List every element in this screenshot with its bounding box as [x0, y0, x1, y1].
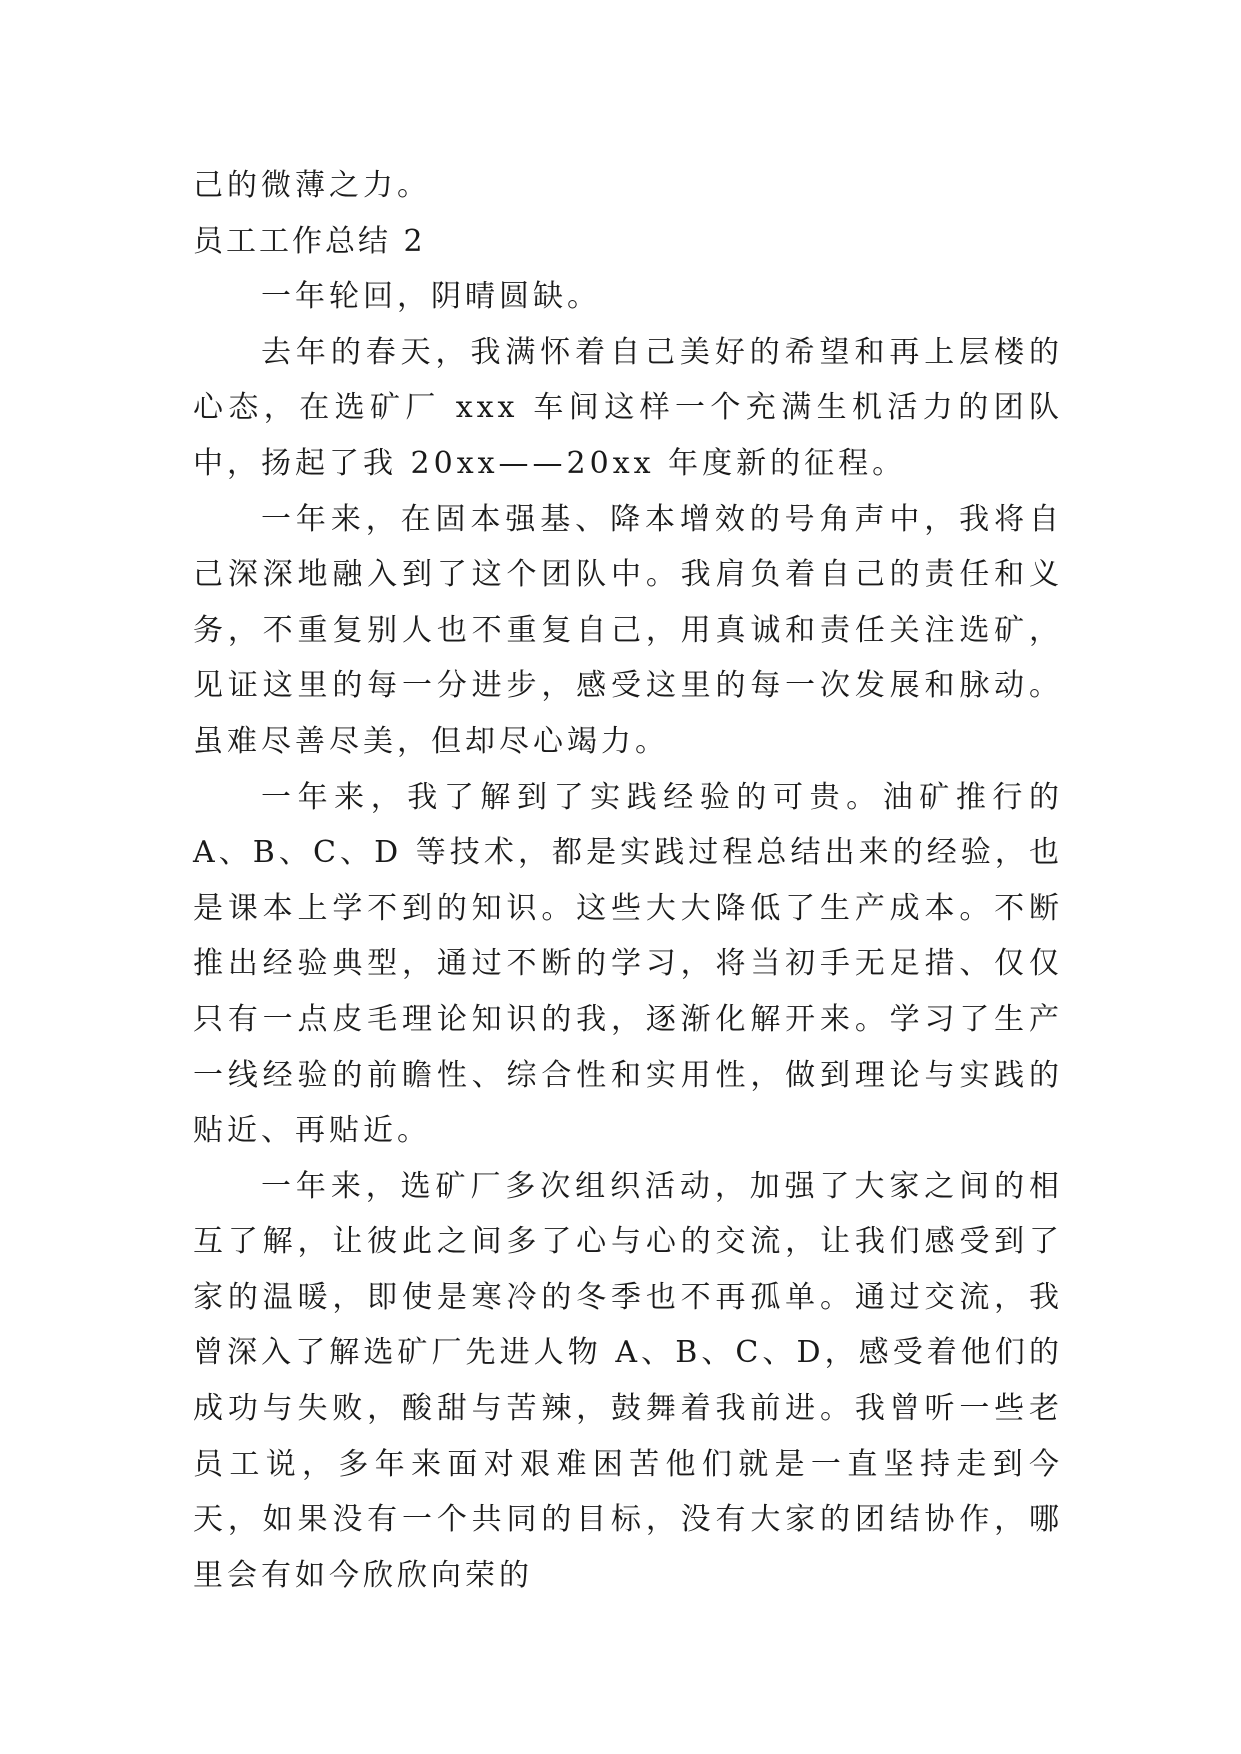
continuation-line: 己的微薄之力。	[193, 168, 431, 203]
section-heading: 员工工作总结 2	[193, 223, 426, 259]
paragraph-1: 一年轮回，阴晴圆缺。	[261, 279, 601, 315]
paragraph-4: 一年来，我了解到了实践经验的可贵。油矿推行的 A、B、C、D 等技术，都是实践过程总结出来的经验，也是课本上学不到的知识。这些大大降低了生产成本。不断推出经验典型，通过不断的学习，将当初手无足措、仅仅只有一点皮毛理论知识的我，逐渐化解开来。学习了生产一线经验的前瞻性、综合性和实用性，做到理论与实践的贴近、再贴近。	[193, 779, 1063, 1149]
paragraph-2: 去年的春天，我满怀着自己美好的希望和再上层楼的心态，在选矿厂 xxx 车间这样一个充满生机活力的团队中，扬起了我 20xx——20xx 年度新的征程。	[193, 334, 1063, 481]
document-body	[193, 158, 1063, 1603]
paragraph-3: 一年来，在固本强基、降本增效的号角声中，我将自己深深地融入到了这个团队中。我肩负着自己的责任和义务，不重复别人也不重复自己，用真诚和责任关注选矿，见证这里的每一分进步，感受这里的每一次发展和脉动。虽难尽善尽美，但却尽心竭力。	[193, 501, 1063, 759]
paragraph-5: 一年来，选矿厂多次组织活动，加强了大家之间的相互了解，让彼此之间多了心与心的交流，让我们感受到了家的温暖，即使是寒冷的冬季也不再孤单。通过交流，我曾深入了解选矿厂先进人物 A、B、C、D，感受着他们的成功与失败，酸甜与苦辣，鼓舞着我前进。我曾听一些老员工说，多年来面对艰难困苦他们就是一直坚持走到今天，如果没有一个共同的目标，没有大家的团结协作，哪里会有如今欣欣向荣的	[193, 1168, 1063, 1593]
